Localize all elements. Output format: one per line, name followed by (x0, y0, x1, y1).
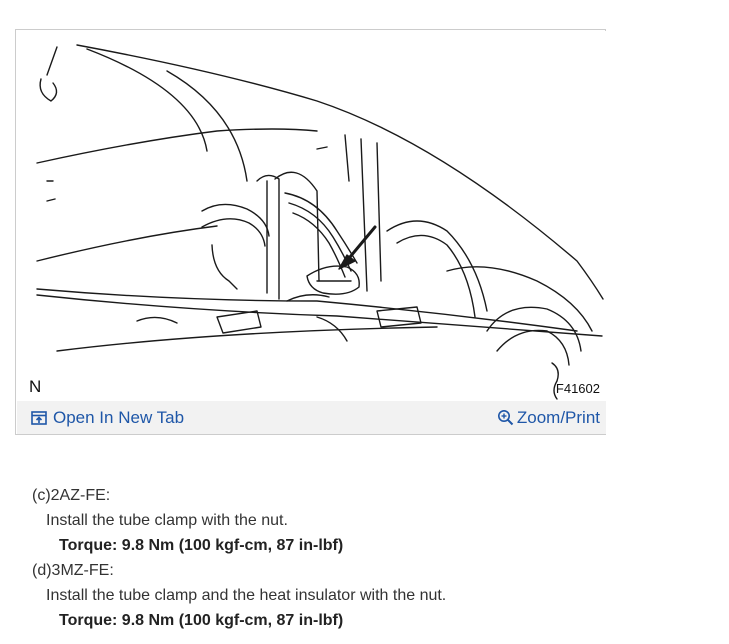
open-in-new-tab-label: Open In New Tab (53, 407, 185, 427)
figure-code-label: F41602 (555, 381, 600, 396)
zoom-in-icon (497, 409, 514, 426)
figure-orientation-label: N (29, 377, 42, 396)
figure-card (15, 29, 606, 435)
torque-spec: Torque: 9.8 Nm (100 kgf-cm, 87 in-lbf) (59, 612, 344, 629)
zoom-print-link[interactable] (497, 408, 600, 428)
step-instruction: Install the tube clamp with the nut. (46, 512, 288, 529)
zoom-print-label: Zoom/Print (516, 407, 600, 427)
step-instruction: Install the tube clamp and the heat insulator with the nut. (46, 587, 447, 604)
step-heading: (c)2AZ-FE: (32, 487, 111, 504)
open-in-new-tab-link[interactable] (31, 408, 184, 428)
torque-spec: Torque: 9.8 Nm (100 kgf-cm, 87 in-lbf) (59, 537, 344, 554)
figure-illustration[interactable] (17, 31, 606, 401)
open-in-new-tab-icon (31, 411, 47, 425)
step-heading: (d)3MZ-FE: (32, 562, 114, 579)
engine-tube-clamp-drawing (17, 31, 606, 401)
figure-toolbar (17, 401, 606, 434)
